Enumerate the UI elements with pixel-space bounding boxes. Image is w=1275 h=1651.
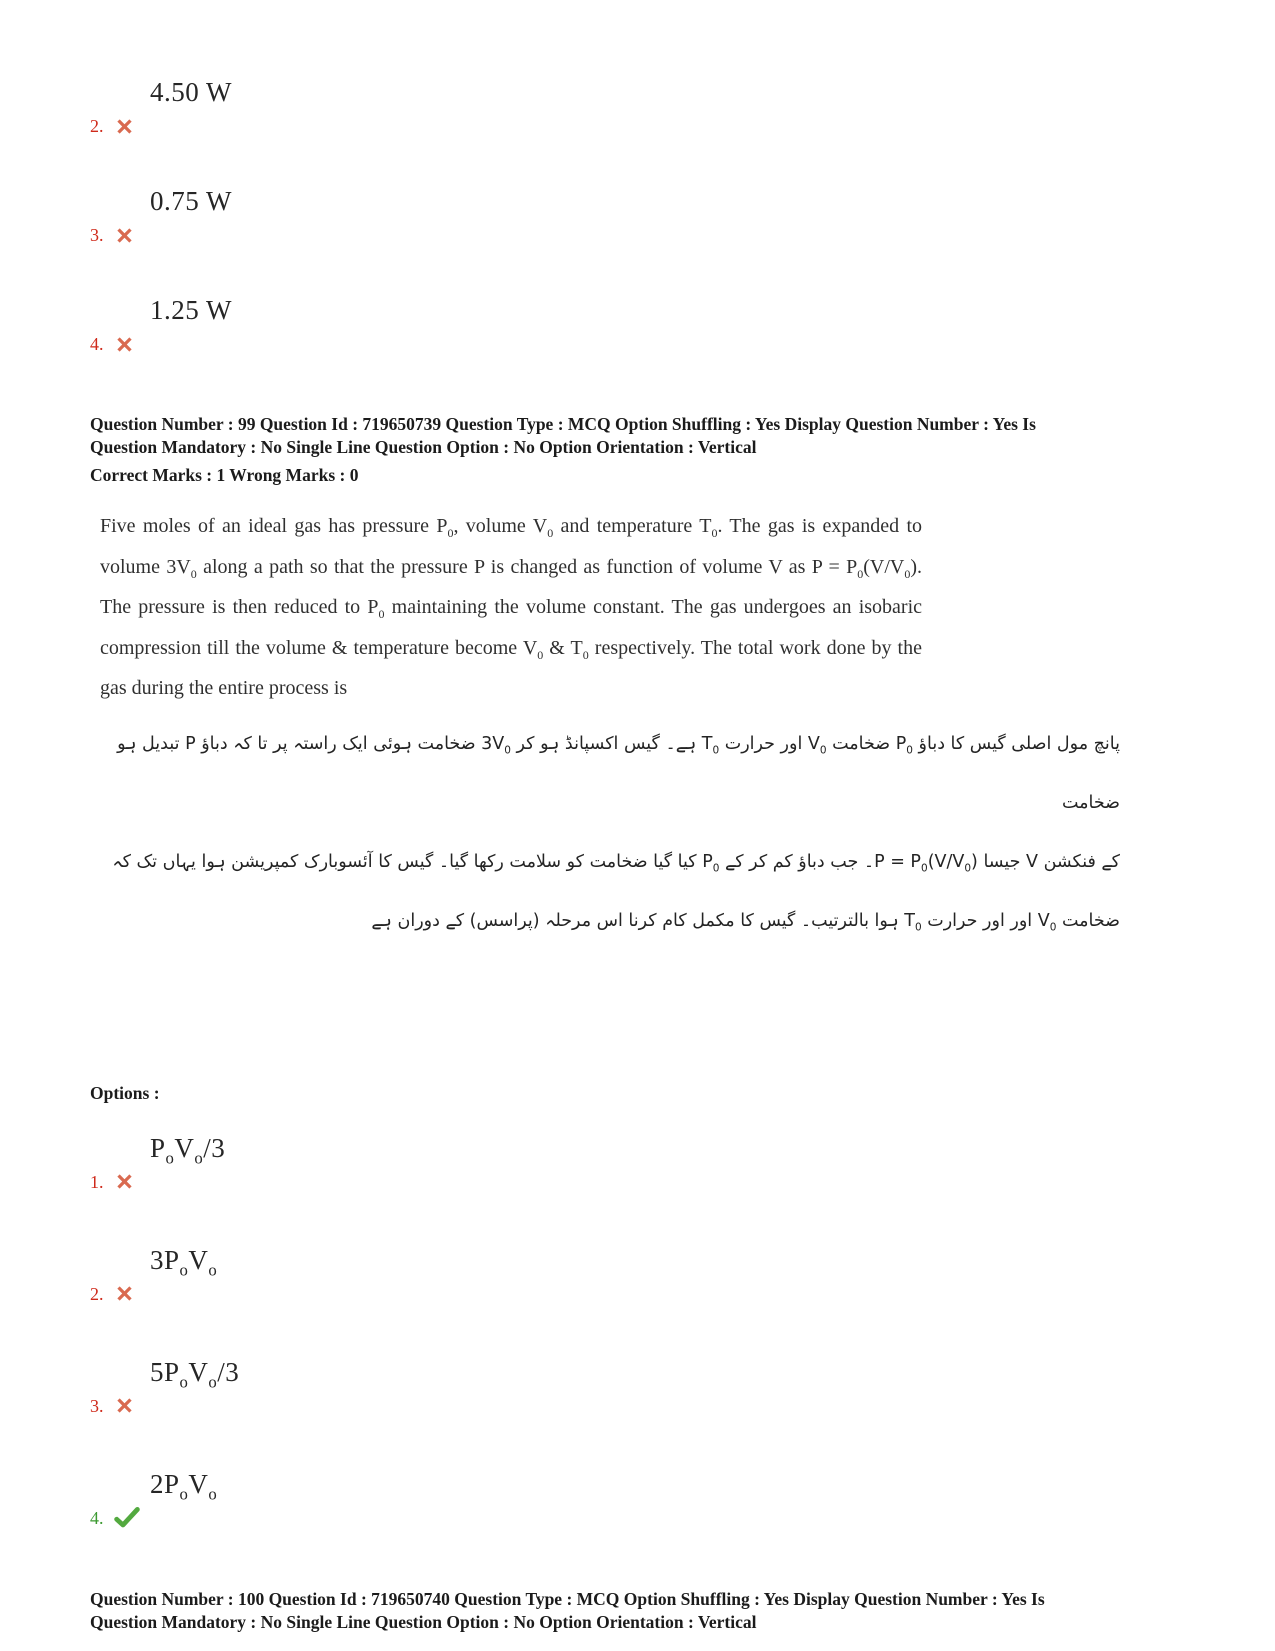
option-status <box>90 331 1190 357</box>
option-number: 2. <box>90 116 104 136</box>
meta-line: Question Mandatory : No Single Line Question Option : No Option Orientation : Vertical <box>90 437 757 457</box>
question-text-urdu <box>90 715 1120 951</box>
question-99-options <box>90 1132 1190 1531</box>
option-status <box>90 222 1190 248</box>
wrong-cross-icon <box>113 1171 136 1192</box>
option-row <box>90 185 1190 248</box>
option-number: 2. <box>90 1283 104 1304</box>
option-row <box>90 1132 1190 1195</box>
wrong-cross-icon <box>113 334 136 355</box>
wrong-cross-icon <box>113 1395 136 1416</box>
option-value: 0.75 W <box>150 186 232 216</box>
option-row <box>90 76 1190 139</box>
wrong-cross-icon <box>113 1283 136 1304</box>
question-100-metadata <box>90 1588 1190 1634</box>
option-status <box>90 1393 1190 1419</box>
option-value: 1.25 W <box>150 295 232 325</box>
option-value: $2P_oV_o$ <box>150 1468 218 1503</box>
option-number: 1. <box>90 1171 104 1192</box>
option-value: $5P_oV_o/3$ <box>150 1356 240 1391</box>
option-value: $3P_oV_o$ <box>150 1244 218 1279</box>
meta-line: Question Number : 99 Question Id : 719650739 Question Type : MCQ Option Shuffling : Yes Display Question Number : Yes Is <box>90 414 1036 434</box>
option-value: $P_oV_o/3$ <box>150 1132 226 1167</box>
option-row-correct <box>90 1468 1190 1531</box>
option-row <box>90 294 1190 357</box>
question-99 <box>90 413 1190 1531</box>
option-value: 4.50 W <box>150 77 232 107</box>
wrong-cross-icon <box>113 116 136 137</box>
option-status <box>90 1505 1190 1531</box>
question-99-metadata <box>90 413 1190 487</box>
meta-line: Question Number : 100 Question Id : 719650740 Question Type : MCQ Option Shuffling : Yes Display Question Number : Yes Is <box>90 1588 1045 1609</box>
urdu-line: کے فنکشن V جیسا $P = P_0(V/V_0)۔$ جب دباؤ کم کر کے $P_0$ کیا گیا ضخامت کو سلامت رکھا گیا۔ گیس کا آئسوبارک کمپریشن ہوا یہاں تک کہ <box>112 851 1120 874</box>
urdu-line: پانچ مول اصلی گیس کا دباؤ $P_0$ ضخامت $V_0$ اور حرارت $T_0$ ہے۔ گیس اکسپانڈ ہو کر $3V_0$ ضخامت ہوئی ایک راستہ پر تا کہ دباؤ P تبدیل ہو ضخامت <box>117 733 1120 813</box>
marks-line: Correct Marks : 1 Wrong Marks : 0 <box>90 465 359 485</box>
option-status <box>90 1169 1190 1195</box>
question-100 <box>90 1588 1190 1634</box>
previous-question-options <box>90 76 1190 357</box>
urdu-line: ضخامت $V_0$ اور اور حرارت $T_0$ ہوا بالترتیب۔ گیس کا مکمل کام کرنا اس مرحلہ (پراسس) کے دوران ہے <box>371 910 1120 933</box>
option-number: 4. <box>90 1507 104 1528</box>
options-label: Options : <box>90 1082 160 1103</box>
option-number: 3. <box>90 1395 104 1416</box>
correct-check-icon <box>113 1506 141 1529</box>
option-row <box>90 1356 1190 1419</box>
option-number: 3. <box>90 225 104 245</box>
option-number: 4. <box>90 334 104 354</box>
option-row <box>90 1244 1190 1307</box>
option-status <box>90 113 1190 139</box>
meta-line: Question Mandatory : No Single Line Question Option : No Option Orientation : Vertical <box>90 1611 757 1632</box>
question-text-english: Five moles of an ideal gas has pressure $P_0$, volume $V_0$ and temperature $T_0$. The gas is expanded to volume $3V_0$ along a path so that the pressure P is changed as function of volume V as $P = P_0(V/V_0)$. The pressure is then reduced to $P_0$ maintaining the volume constant. The gas undergoes an isobaric compression till the volume & temperature become $V_0$ & $T_0$ respectively. The total work done by the gas during the entire process is <box>100 515 923 699</box>
wrong-cross-icon <box>113 225 136 246</box>
option-status <box>90 1281 1190 1307</box>
